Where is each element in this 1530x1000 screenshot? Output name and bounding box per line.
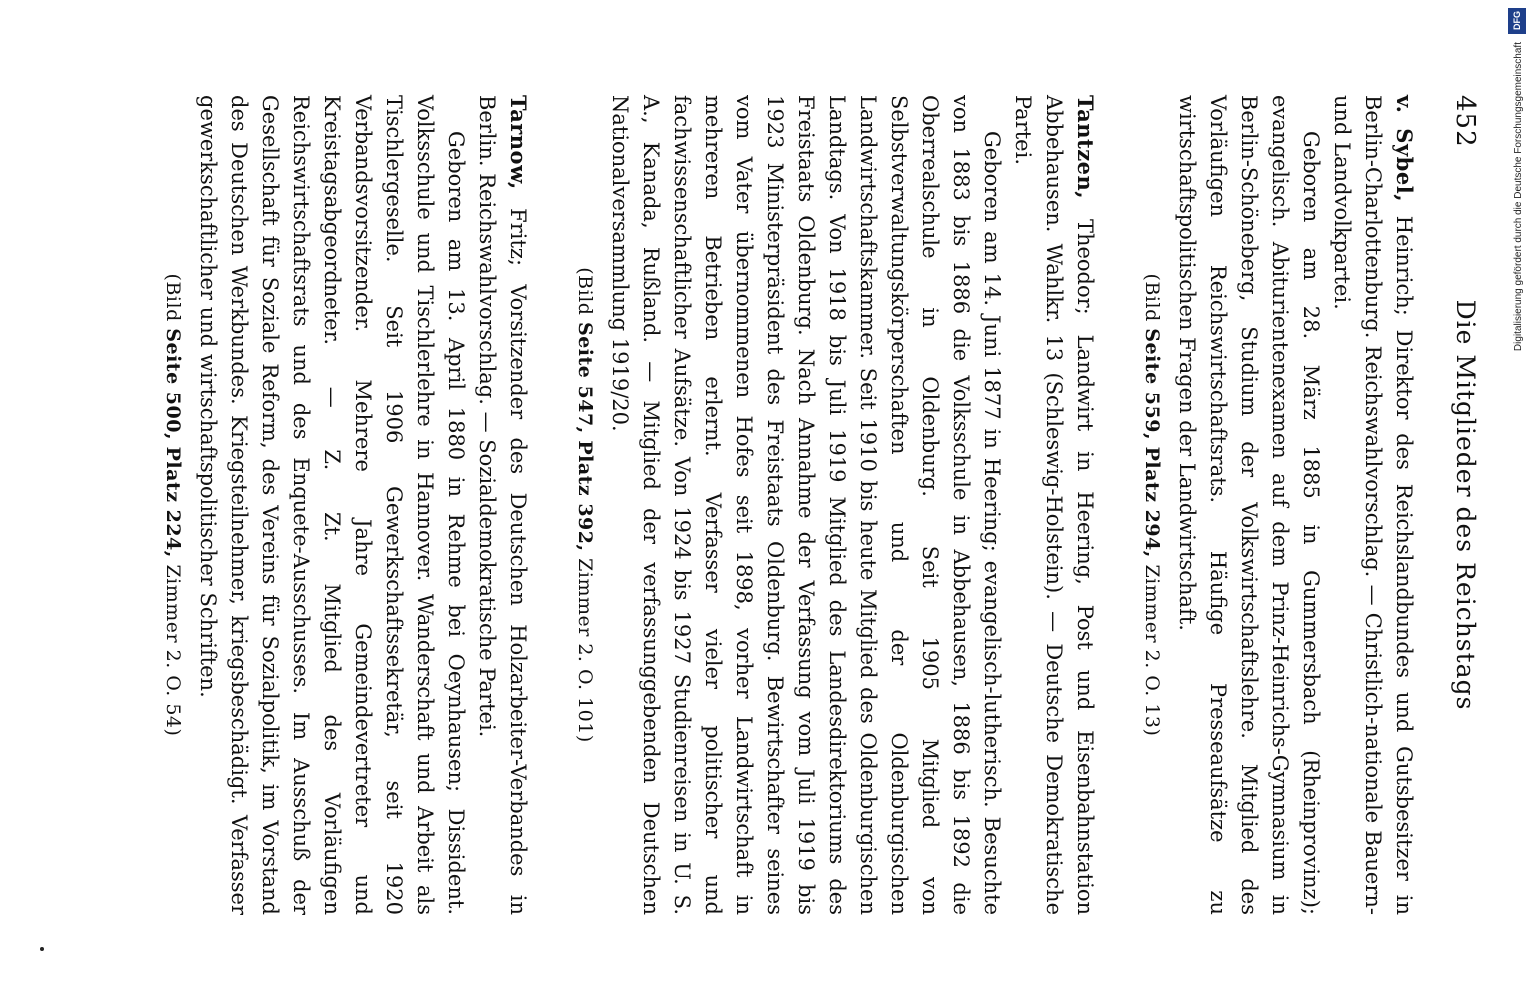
member-intro-text: Fritz; Vorsitzender des Deutschen Holzarbeiter-Verbandes in Berlin. Reichswahlvorschlag. — Sozialdemokratische Partei. xyxy=(475,95,530,915)
member-entries xyxy=(122,95,1420,915)
entry-caption xyxy=(1137,95,1167,915)
member-entry xyxy=(1137,95,1420,915)
caption-page: Seite 500, xyxy=(162,328,184,441)
scan-speck xyxy=(40,947,44,951)
page-number: 452 xyxy=(1450,95,1480,148)
entry-biography: Geboren am 14. Juni 1877 in Heering; evangelisch-lutherisch. Besuchte von 1883 bis 1886 die Volksschule in Abbehausen, 1886 bis 1892 die Oberrealschule in Oldenburg. Seit 1905 Mitglied von Selbstverwaltungskörperschaften und der Oldenburgischen Landwirtschaftskammer. Seit 1910 bis heute Mitglied des Oldenburgischen Landtags. Von 1918 bis Juli 1919 Mitglied des Landesdirektoriums des Freistaats Oldenburg. Nach Annahme der Verfassung vom Juli 1919 bis 1923 Ministerpräsident des Freistaats Oldenburg. Bewirtschafter seines vom Vater übernommenen Hofes seit 1898, vorher Landwirtschaft in mehreren Betrieben erlernt. Verfasser vieler politischer und fachwissenschaftlicher Aufsätze. Von 1924 bis 1927 Studienreisen in U. S. A., Kanada, Rußland. — Mitglied der verfassunggebenden Deutschen Nationalversammlung 1919/20. xyxy=(608,95,1004,915)
dfg-logo-icon: DFG xyxy=(1508,8,1526,34)
entry-biography: Geboren am 28. März 1885 in Gummersbach (Rheinprovinz); evangelisch. Abiturientenexamen auf dem Prinz-Heinrichs-Gymnasium in Berlin-Schöneberg, Studium der Volkswirtschaftslehre. Mitglied des Vorläufigen Reichswirtschaftsrats. Häufige Presseaufsätze zu wirtschaftspolitischen Fragen der Landwirtschaft. xyxy=(1175,95,1323,915)
entry-intro xyxy=(1326,95,1420,915)
credit-text: Digitalisierung gefördert durch die Deutsche Forschungsgemeinschaft xyxy=(1513,42,1524,352)
member-name: Tantzen, xyxy=(1073,95,1098,200)
member-intro-text: Theodor; Landwirt in Heering, Post und Eisenbahnstation Abbehausen. Wahlkr. 13 (Schleswig-Holstein). — Deutsche Demokratische Partei. xyxy=(1011,95,1097,915)
entry-intro xyxy=(471,95,534,915)
caption-room: Zimmer 2. O. 101) xyxy=(574,551,596,743)
book-page xyxy=(162,95,1490,915)
caption-seat: Platz 392, xyxy=(574,440,596,552)
caption-seat: Platz 294, xyxy=(1141,446,1163,558)
member-intro-text: Heinrich; Direktor des Reichslandbundes und Gutsbesitzer in Berlin-Charlottenburg. Reichswahlvorschlag. — Christlich-nationale Bauern- und Landvolkpartei. xyxy=(1330,95,1416,915)
caption-page: Seite 547, xyxy=(574,322,596,434)
entry-intro xyxy=(1007,95,1101,915)
caption-prefix: (Bild xyxy=(162,273,184,329)
caption-prefix: (Bild xyxy=(574,267,596,322)
member-name: Tarnow, xyxy=(506,95,531,190)
member-name: v. Sybel, xyxy=(1392,95,1417,203)
member-entry xyxy=(158,95,534,915)
caption-room: Zimmer 2. O. 13) xyxy=(1141,557,1163,737)
member-entry xyxy=(570,95,1101,915)
digitization-credit xyxy=(1504,8,1528,998)
caption-prefix: (Bild xyxy=(1141,273,1163,329)
caption-room: Zimmer 2. O. 54) xyxy=(162,557,184,737)
caption-page: Seite 559, xyxy=(1141,328,1163,441)
entry-caption xyxy=(158,95,188,915)
entry-caption xyxy=(570,95,600,915)
running-head-title: Die Mitglieder des Reichstags xyxy=(1451,299,1480,711)
running-head xyxy=(1440,95,1490,915)
caption-seat: Platz 224, xyxy=(162,446,184,558)
entry-biography: Geboren am 13. April 1880 in Rehme bei Oeynhausen; Dissident. Volksschule und Tischlerlehre in Hannover. Wanderschaft und Arbeit als Tischlergeselle. Seit 1906 Gewerkschaftssekretär, seit 1920 Verbandsvorsitzender. Mehrere Jahre Gemeindevertreter und Kreistagsabgeordneter. — Z. Zt. Mitglied des Vorläufigen Reichswirtschaftsrats und des Enquete-Ausschusses. Im Ausschuß der Gesellschaft für Soziale Reform, des Vereins für Sozialpolitik, im Vorstand des Deutschen Werkbundes. Kriegsteilnehmer, kriegsbeschädigt. Verfasser gewerkschaftlicher und wirtschaftspolitischer Schriften. xyxy=(196,95,468,915)
